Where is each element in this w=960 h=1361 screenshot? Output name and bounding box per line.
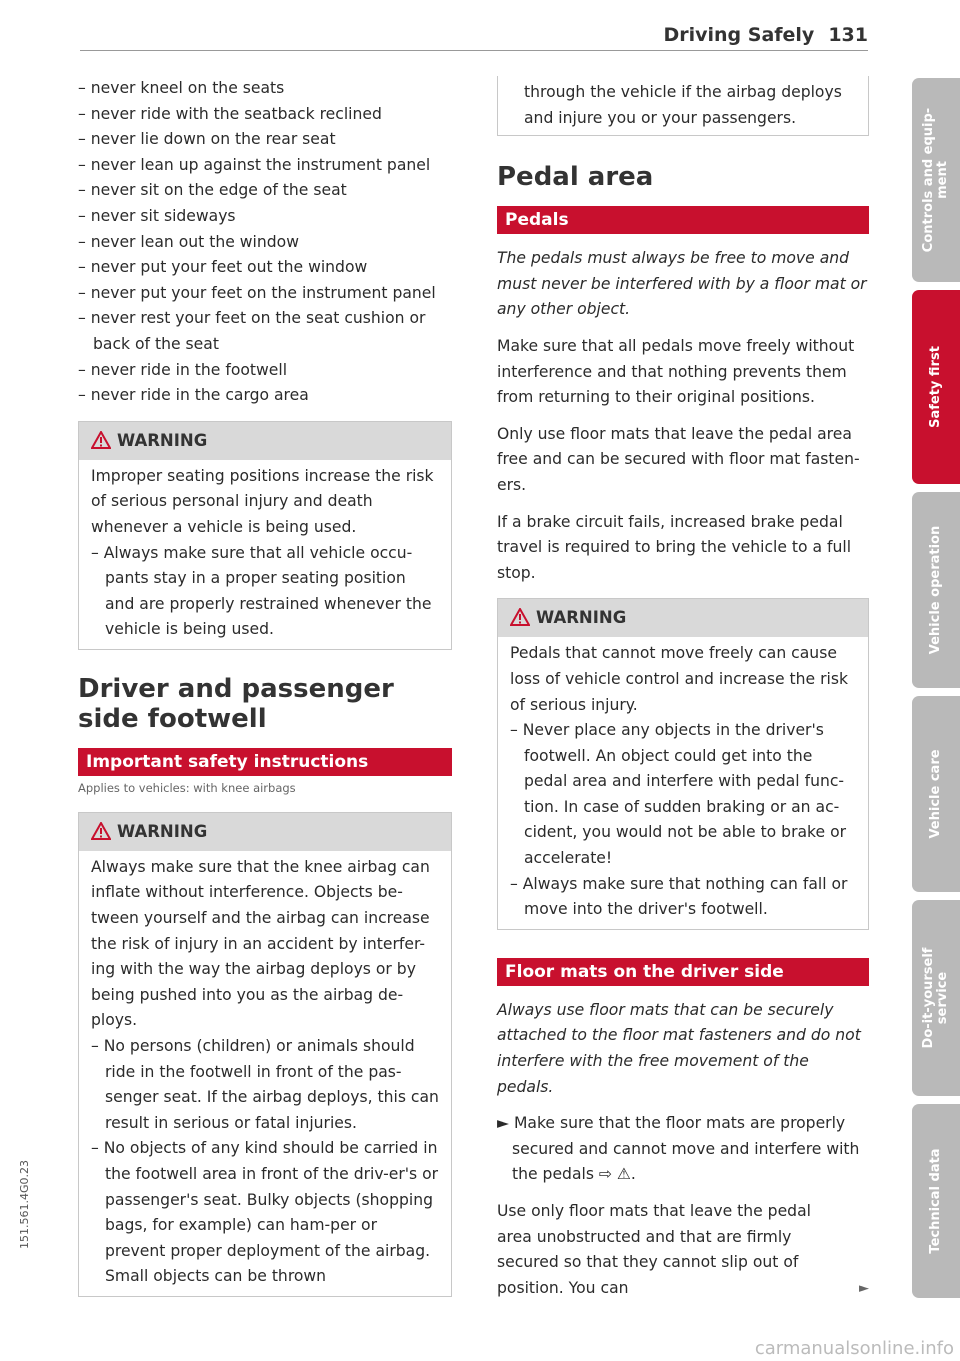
warning-text: Always make sure that the knee airbag can inflate without interference. Objects be-tween yourself and the airbag can increase the risk of injury in an accident by interfer-ing with the way the airbag deploys or by being pushed into you as the airbag de-ploys. <box>91 857 430 1030</box>
floor-mats-paragraph <box>497 1199 869 1301</box>
floor-mats-intro: Always use floor mats that can be securely attached to the floor mat fasteners and do not interfere with the free movement of the pedals. <box>497 1000 861 1096</box>
warning-bullet: – Always make sure that all vehicle occu-pants stay in a proper seating position and are properly restrained whenever the vehicle is being used. <box>91 543 432 639</box>
tab-label: Safety first <box>928 346 943 428</box>
tab-vehicle-operation[interactable] <box>912 492 960 688</box>
warning-bullet: – No persons (children) or animals should ride in the footwell in front of the pas-senger seat. If the airbag deploys, this can result in serious or fatal injuries. <box>91 1037 439 1132</box>
warning-header <box>498 599 868 637</box>
pedal-area-title: Pedal area <box>497 162 654 193</box>
pedals-intro: The pedals must always be free to move and must never be interfered with by a floor mat or any other object. <box>497 249 867 319</box>
tab-safety-first[interactable] <box>912 290 960 484</box>
warning-header <box>79 813 451 851</box>
continue-arrow-icon: ► <box>859 1280 869 1296</box>
warning-text: Pedals that cannot move freely can cause loss of vehicle control and increase the risk of serious injury. <box>510 644 848 714</box>
warning-text: Improper seating positions increase the risk of serious personal injury and death whenever a vehicle is being used. <box>91 466 434 536</box>
warning-label: WARNING <box>117 430 208 450</box>
continued-text: through the vehicle if the airbag deploys and injure you or your passengers. <box>524 83 842 127</box>
floor-mats-bar: Floor mats on the driver side <box>497 958 869 986</box>
tab-label: Controls and equip- ment <box>921 107 950 253</box>
tab-controls-and-equipment[interactable] <box>912 78 960 282</box>
list-item: – never ride in the footwell <box>78 360 288 379</box>
warning-label: WARNING <box>536 608 627 628</box>
header-rule <box>80 50 868 51</box>
pedals-bar: Pedals <box>497 206 869 234</box>
tab-do-it-yourself-service[interactable] <box>912 900 960 1096</box>
tab-label: Do-it-yourself service <box>921 947 950 1049</box>
list-item: – never lie down on the rear seat <box>78 130 336 149</box>
list-item: – never lean up against the instrument panel <box>78 155 431 174</box>
tab-label: Technical data <box>928 1148 943 1254</box>
warning-continuation <box>497 76 869 136</box>
page-number: 131 <box>828 24 868 46</box>
list-item: – never kneel on the seats <box>78 79 285 97</box>
warning-header <box>79 422 451 460</box>
tab-technical-data[interactable] <box>912 1104 960 1298</box>
warning-triangle-icon <box>91 822 111 840</box>
right-column <box>497 76 869 1301</box>
warning-box-knee-airbag <box>78 812 452 1297</box>
warning-triangle-icon <box>91 431 111 449</box>
seating-rules-list <box>78 76 452 409</box>
important-safety-bar: Important safety instructions <box>78 748 452 776</box>
tab-vehicle-care[interactable] <box>912 696 960 892</box>
pedals-paragraph: If a brake circuit fails, increased brake pedal travel is required to bring the vehicle to a full stop. <box>497 512 852 582</box>
warning-bullet: – No objects of any kind should be carried in the footwell area in front of the driv-er's or passenger's seat. Bulky objects (shopping bags, for example) can ham-per or prevent proper deployment of the airbag. Small objects can be thrown <box>91 1139 439 1286</box>
footwell-section-title: Driver and passenger side footwell <box>78 673 394 734</box>
tab-label: Vehicle operation <box>928 525 943 655</box>
applies-to-note: Applies to vehicles: with knee airbags <box>78 780 296 795</box>
list-item: – never put your feet on the instrument panel <box>78 283 436 302</box>
warning-bullet: – Always make sure that nothing can fall or move into the driver's footwell. <box>510 874 848 919</box>
floor-mats-step: ► Make sure that the floor mats are properly secured and cannot move and interfere with the pedals ⇨ ⚠. <box>497 1114 860 1184</box>
warning-box-seating <box>78 421 452 650</box>
list-item: – never ride in the cargo area <box>78 386 309 405</box>
list-item: – never put your feet out the window <box>78 258 368 277</box>
warning-triangle-icon <box>510 608 530 626</box>
left-column <box>78 76 452 1297</box>
tab-label: Vehicle care <box>928 749 943 839</box>
warning-label: WARNING <box>117 821 208 841</box>
warning-box-pedals <box>497 598 869 930</box>
floor-mats-text: Use only floor mats that leave the pedal area unobstructed and that are firmly secured so that they cannot slip out of position. You can <box>497 1202 811 1297</box>
document-code: 151.561.4G0.23 <box>18 1160 31 1249</box>
section-title: Driving Safely <box>663 24 815 46</box>
list-item: – never sit on the edge of the seat <box>78 181 347 200</box>
list-item: – never rest your feet on the seat cushion or back of the seat <box>78 309 426 353</box>
warning-bullet: – Never place any objects in the driver's footwell. An object could get into the pedal area and interfere with pedal func-tion. In case of sudden braking or an ac-cident, you would not be able to brake or accelerate! <box>510 721 847 868</box>
watermark: carmanualsonline.info <box>754 1338 954 1359</box>
running-header <box>80 24 868 46</box>
list-item: – never sit sideways <box>78 206 236 225</box>
pedals-paragraph: Only use floor mats that leave the pedal area free and can be secured with floor mat fasten-ers. <box>497 424 860 494</box>
pedals-paragraph: Make sure that all pedals move freely without interference and that nothing prevents them from returning to their original positions. <box>497 336 855 407</box>
list-item: – never ride with the seatback reclined <box>78 104 382 123</box>
list-item: – never lean out the window <box>78 232 299 251</box>
